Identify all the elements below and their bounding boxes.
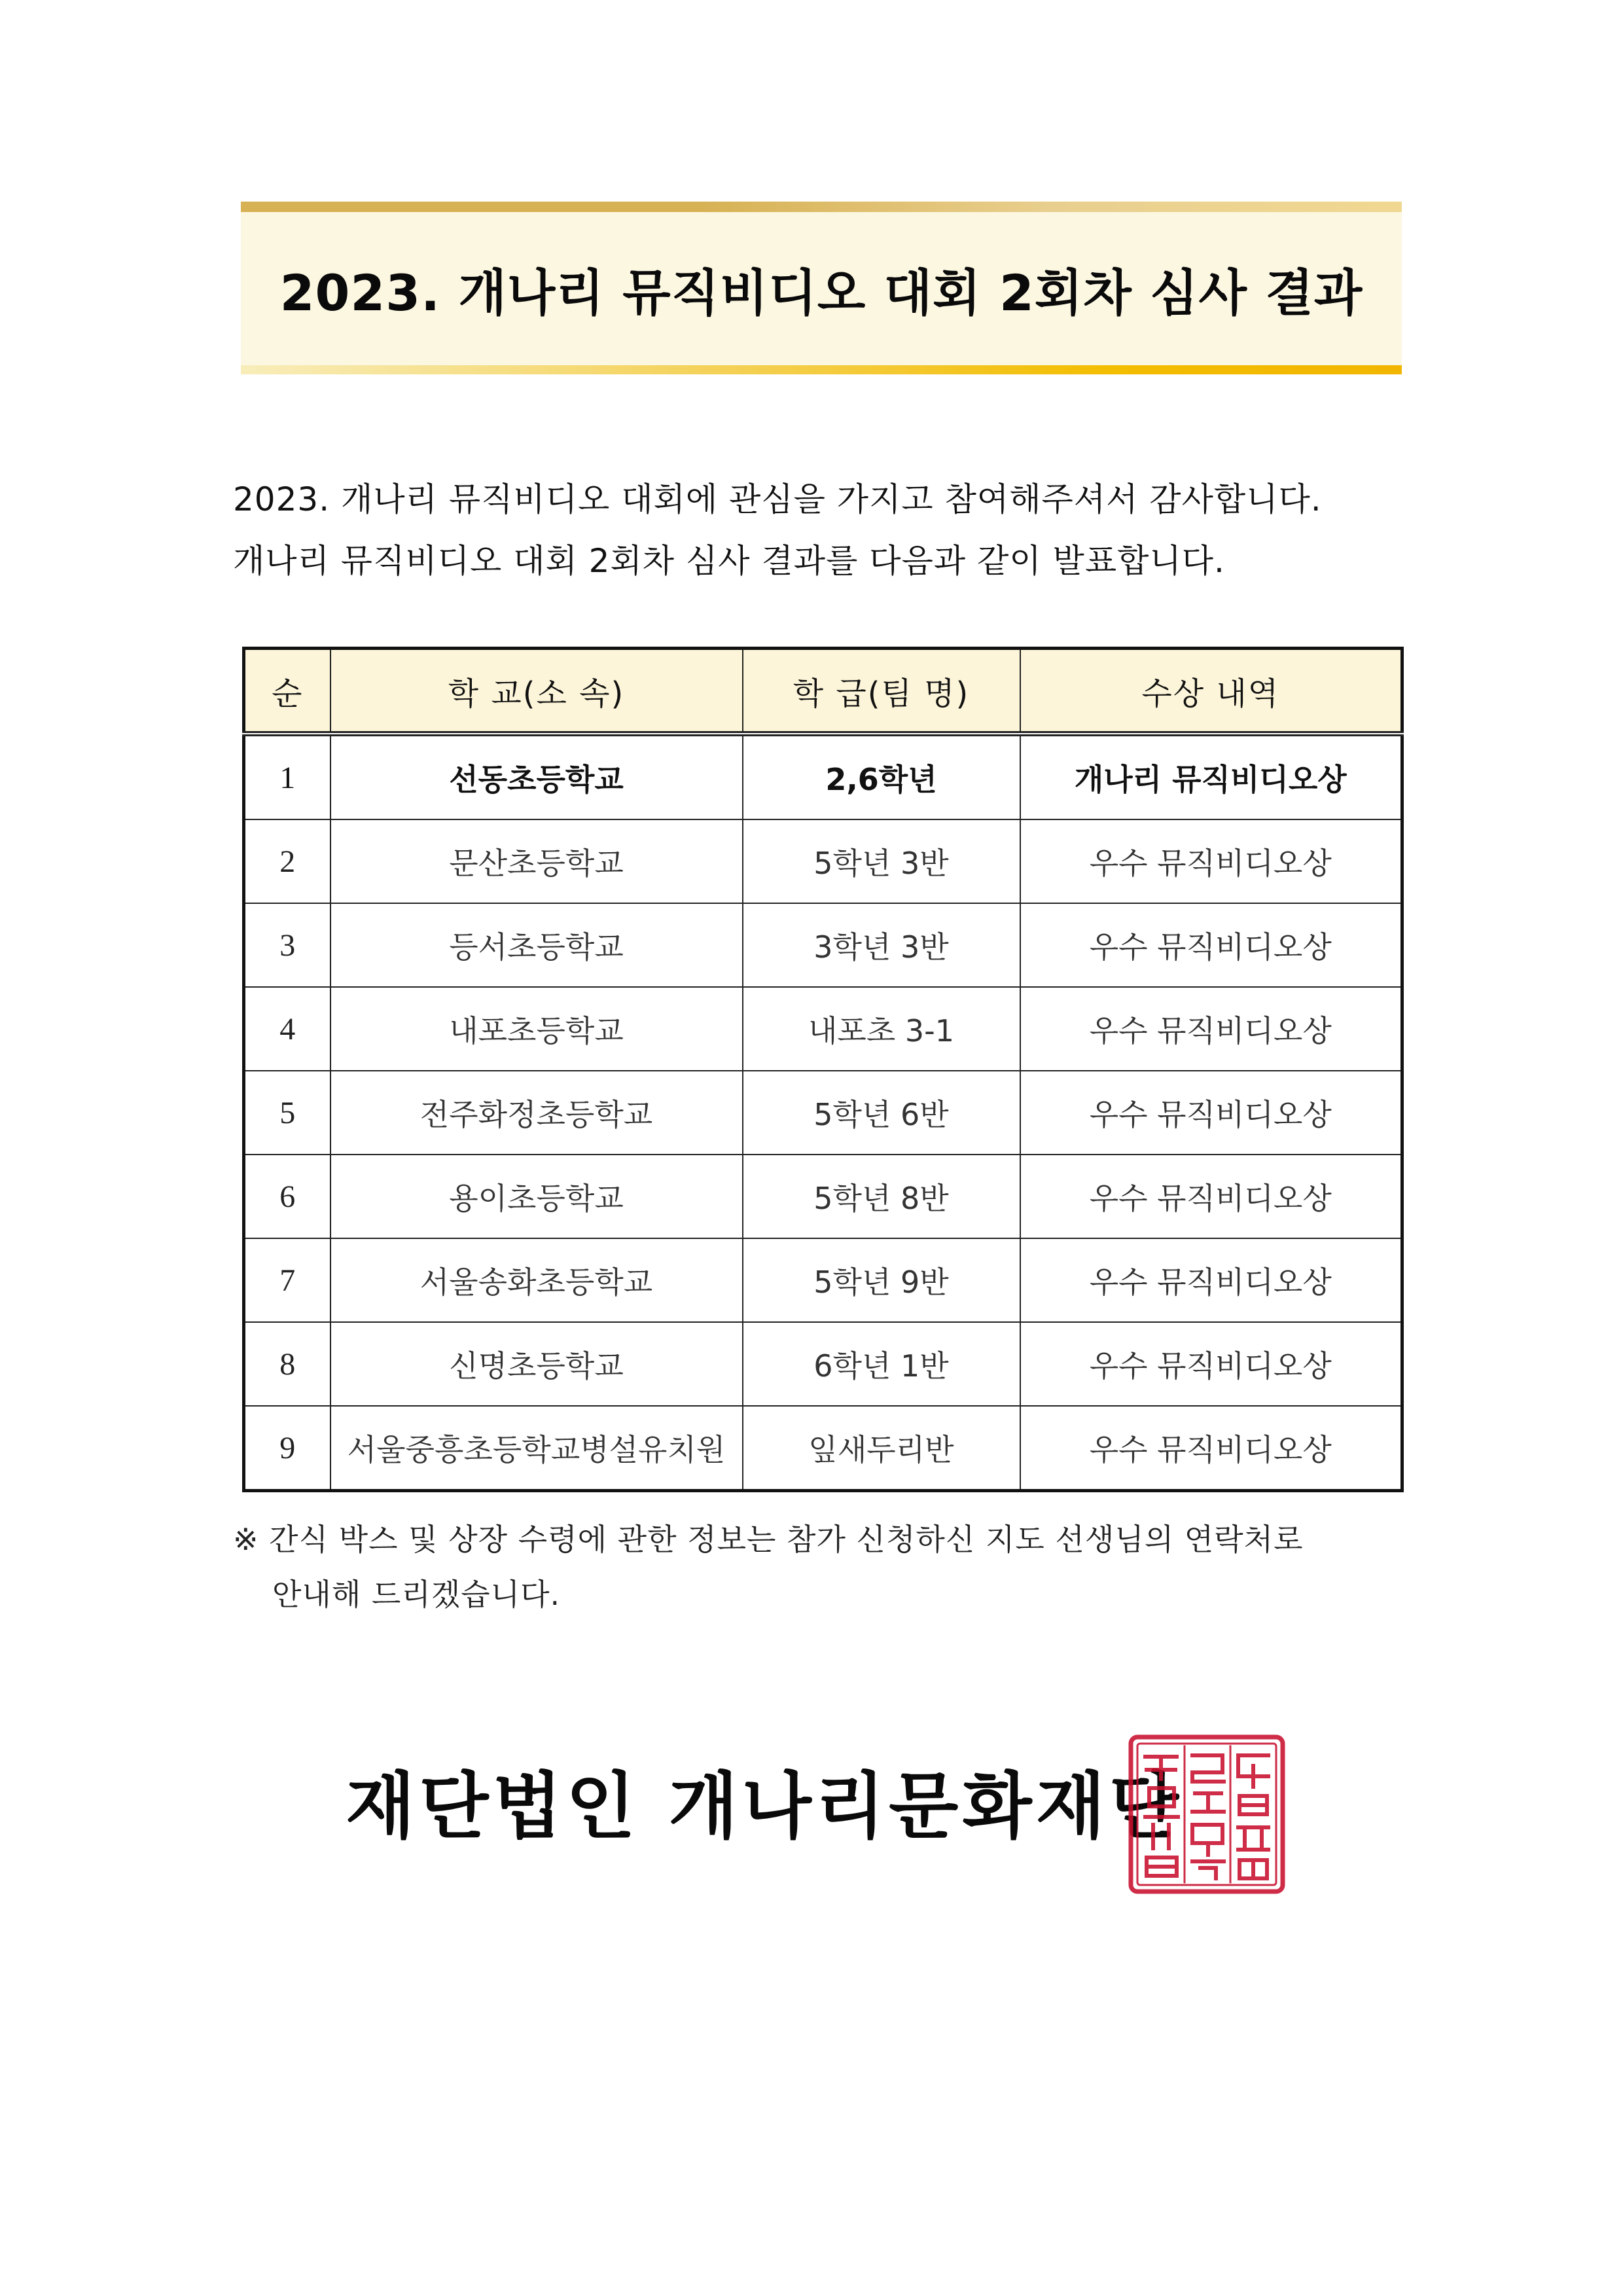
banner-top-bar xyxy=(241,202,1402,212)
cell-award: 우수 뮤직비디오상 xyxy=(1020,987,1402,1071)
intro-line-2: 개나리 뮤직비디오 대회 2회차 심사 결과를 다음과 같이 발표합니다. xyxy=(233,542,1225,580)
notice-line-2: 안내해 드리겠습니다. xyxy=(272,1577,561,1612)
intro-paragraph xyxy=(233,469,1411,592)
table-row xyxy=(244,1071,1402,1155)
header-school: 학 교(소 속) xyxy=(330,649,743,734)
cell-class: 5학년 9반 xyxy=(743,1238,1020,1322)
cell-class: 5학년 3반 xyxy=(743,819,1020,903)
cell-school: 등서초등학교 xyxy=(330,903,743,987)
cell-class: 5학년 6반 xyxy=(743,1071,1020,1155)
cell-class: 내포초 3-1 xyxy=(743,987,1020,1071)
cell-school: 내포초등학교 xyxy=(330,987,743,1071)
cell-award: 우수 뮤직비디오상 xyxy=(1020,1322,1402,1406)
cell-class: 2,6학년 xyxy=(743,734,1020,819)
header-rank: 순 xyxy=(244,649,330,734)
table-row xyxy=(244,1155,1402,1238)
table-header-row xyxy=(244,649,1402,734)
cell-school: 용이초등학교 xyxy=(330,1155,743,1238)
cell-award: 우수 뮤직비디오상 xyxy=(1020,819,1402,903)
header-class: 학 급(팀 명) xyxy=(743,649,1020,734)
cell-award: 우수 뮤직비디오상 xyxy=(1020,1238,1402,1322)
cell-rank: 7 xyxy=(244,1238,330,1322)
cell-rank: 1 xyxy=(244,734,330,819)
header-award: 수상 내역 xyxy=(1020,649,1402,734)
cell-rank: 2 xyxy=(244,819,330,903)
cell-rank: 3 xyxy=(244,903,330,987)
cell-rank: 8 xyxy=(244,1322,330,1406)
page-title: 2023. 개나리 뮤직비디오 대회 2회차 심사 결과 xyxy=(279,263,1363,322)
cell-rank: 6 xyxy=(244,1155,330,1238)
cell-school: 신명초등학교 xyxy=(330,1322,743,1406)
notice-line-1: ※ 간식 박스 및 상장 수령에 관한 정보는 참가 신청하신 지도 선생님의 연락처로 xyxy=(233,1522,1304,1557)
cell-class: 5학년 8반 xyxy=(743,1155,1020,1238)
table-row xyxy=(244,1322,1402,1406)
official-seal-icon xyxy=(1127,1733,1287,1895)
cell-school: 서울송화초등학교 xyxy=(330,1238,743,1322)
cell-award: 우수 뮤직비디오상 xyxy=(1020,1406,1402,1491)
table-row xyxy=(244,1238,1402,1322)
cell-award: 우수 뮤직비디오상 xyxy=(1020,1071,1402,1155)
cell-school: 서울중흥초등학교병설유치원 xyxy=(330,1406,743,1491)
title-banner xyxy=(241,202,1402,374)
cell-school: 선동초등학교 xyxy=(330,734,743,819)
cell-class: 6학년 1반 xyxy=(743,1322,1020,1406)
cell-school: 문산초등학교 xyxy=(330,819,743,903)
table-row xyxy=(244,903,1402,987)
cell-award: 개나리 뮤직비디오상 xyxy=(1020,734,1402,819)
table-row xyxy=(244,987,1402,1071)
results-table xyxy=(242,647,1404,1492)
cell-rank: 9 xyxy=(244,1406,330,1491)
cell-class: 3학년 3반 xyxy=(743,903,1020,987)
table-row xyxy=(244,819,1402,903)
cell-rank: 5 xyxy=(244,1071,330,1155)
banner-bottom-bar xyxy=(241,365,1402,374)
cell-rank: 4 xyxy=(244,987,330,1071)
notice xyxy=(233,1512,1411,1622)
cell-school: 전주화정초등학교 xyxy=(330,1071,743,1155)
intro-line-1: 2023. 개나리 뮤직비디오 대회에 관심을 가지고 참여해주셔서 감사합니다. xyxy=(233,480,1322,518)
table-row xyxy=(244,1406,1402,1491)
cell-class: 잎새두리반 xyxy=(743,1406,1020,1491)
cell-award: 우수 뮤직비디오상 xyxy=(1020,1155,1402,1238)
table-row xyxy=(244,734,1402,819)
organization-signature: 재단법인 개나리문화재단 xyxy=(346,1765,1183,1848)
cell-award: 우수 뮤직비디오상 xyxy=(1020,903,1402,987)
